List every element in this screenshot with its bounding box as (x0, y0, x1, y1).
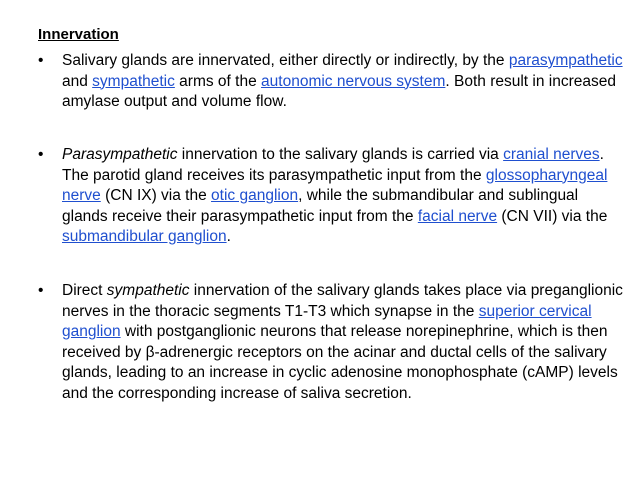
text-run: Salivary glands are innervated, either directly or indirectly, by the (62, 52, 509, 69)
link-cranial-nerves[interactable]: cranial nerves (503, 146, 600, 163)
link-parasympathetic[interactable]: parasympathetic (508, 52, 623, 69)
link-autonomic-nervous-system[interactable]: autonomic nervous system (261, 72, 446, 90)
link-otic-ganglion[interactable]: otic ganglion (211, 187, 299, 204)
text-run: innervation of the salivary glands takes place via preganglionic nerves in the thoracic segments T1-T3 which synapse in the (62, 282, 623, 320)
link-sympathetic[interactable]: sympathetic (92, 72, 175, 90)
text-run: (CN IX) via the (100, 187, 212, 204)
bullet-parasympathetic (38, 145, 628, 248)
bullet-marker: • (38, 282, 44, 299)
bullet-text (62, 281, 628, 404)
link-facial-nerve[interactable]: facial nerve (417, 207, 498, 225)
section-heading: Innervation (38, 26, 119, 43)
text-run: innervation to the salivary glands is carried via (177, 146, 504, 163)
text-run: with postganglionic neurons that release norepinephrine, which is then received by β-adrenergic receptors on the acinar and ductal cells of the salivary glands, leading to an increase in cyclic adenosine monophosphate (cAMP) levels and the corresponding increase of saliva secretion. (62, 323, 618, 402)
text-run: Direct (62, 282, 107, 299)
bullet-sympathetic (38, 281, 628, 404)
text-run: and (62, 72, 93, 90)
link-submandibular-ganglion[interactable]: submandibular ganglion (62, 228, 227, 245)
bullet-text (62, 145, 628, 248)
text-run: , while the submandibular and sublingual glands receive their parasympathetic input from the (62, 187, 579, 225)
bullet-marker: • (38, 146, 44, 163)
link-glossopharyngeal-nerve[interactable]: glossopharyngeal nerve (62, 166, 608, 204)
link-superior-cervical-ganglion[interactable]: superior cervical ganglion (62, 302, 592, 340)
emphasis-term: sympathetic (106, 282, 190, 299)
bullet-innervation-overview (38, 51, 628, 113)
bullet-marker: • (38, 52, 44, 69)
text-run: (CN VII) via the (497, 207, 608, 225)
bullet-text (62, 51, 628, 113)
emphasis-term: Parasympathetic (62, 146, 178, 163)
text-run: arms of the (174, 72, 262, 90)
text-run: . Both result in increased amylase output and volume flow. (62, 72, 616, 110)
text-run: . The parotid gland receives its parasympathetic input from the (62, 146, 604, 184)
text-run: . (226, 228, 231, 245)
